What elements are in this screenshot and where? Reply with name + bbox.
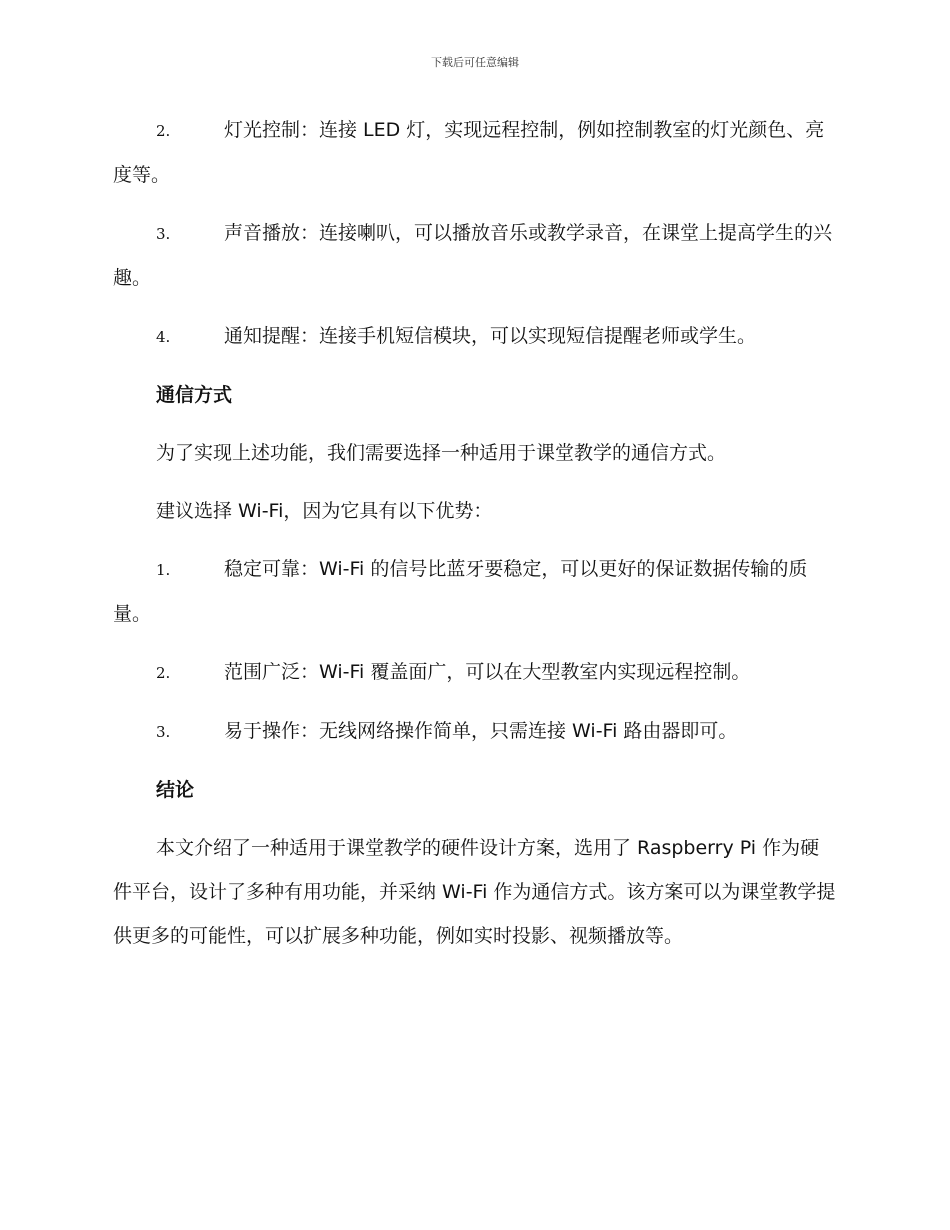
list-number: 3. <box>156 723 171 741</box>
list-number: 3. <box>156 225 171 243</box>
list-text: 易于操作：无线网络操作简单，只需连接 Wi-Fi 路由器即可。 <box>224 720 738 742</box>
section-heading-conclusion: 结论 <box>156 779 195 801</box>
paragraph: 为了实现上述功能，我们需要选择一种适用于课堂教学的通信方式。 <box>156 442 727 464</box>
list-text: 声音播放：连接喇叭，可以播放音乐或教学录音，在课堂上提高学生的兴趣。 <box>113 222 833 289</box>
list-item <box>113 650 838 695</box>
paragraph: 建议选择 Wi-Fi，因为它具有以下优势： <box>156 500 493 522</box>
paragraph: 本文介绍了一种适用于课堂教学的硬件设计方案，选用了 Raspberry Pi 作为硬件平台，设计了多种有用功能，并采纳 Wi-Fi 作为通信方式。该方案可以为课堂教学提供更多的可能性，可以扩展多种功能，例如实时投影、视频播放等。 <box>113 837 836 947</box>
list-item <box>113 709 838 754</box>
list-item <box>113 547 838 636</box>
list-number: 1. <box>156 561 171 579</box>
list-text: 范围广泛：Wi-Fi 覆盖面广，可以在大型教室内实现远程控制。 <box>224 661 751 683</box>
section-heading-communication: 通信方式 <box>156 384 233 406</box>
list-number: 2. <box>156 664 171 682</box>
list-text: 通知提醒：连接手机短信模块，可以实现短信提醒老师或学生。 <box>224 325 757 347</box>
list-number: 2. <box>156 122 171 140</box>
document-body <box>113 108 838 972</box>
list-item <box>113 108 838 197</box>
page-header: 下载后可任意编辑 <box>431 56 519 69</box>
list-item <box>113 211 838 300</box>
list-item <box>113 314 838 359</box>
list-number: 4. <box>156 328 171 346</box>
list-text: 稳定可靠：Wi-Fi 的信号比蓝牙要稳定，可以更好的保证数据传输的质量。 <box>113 558 808 625</box>
list-text: 灯光控制：连接 LED 灯，实现远程控制，例如控制教室的灯光颜色、亮度等。 <box>113 119 825 186</box>
